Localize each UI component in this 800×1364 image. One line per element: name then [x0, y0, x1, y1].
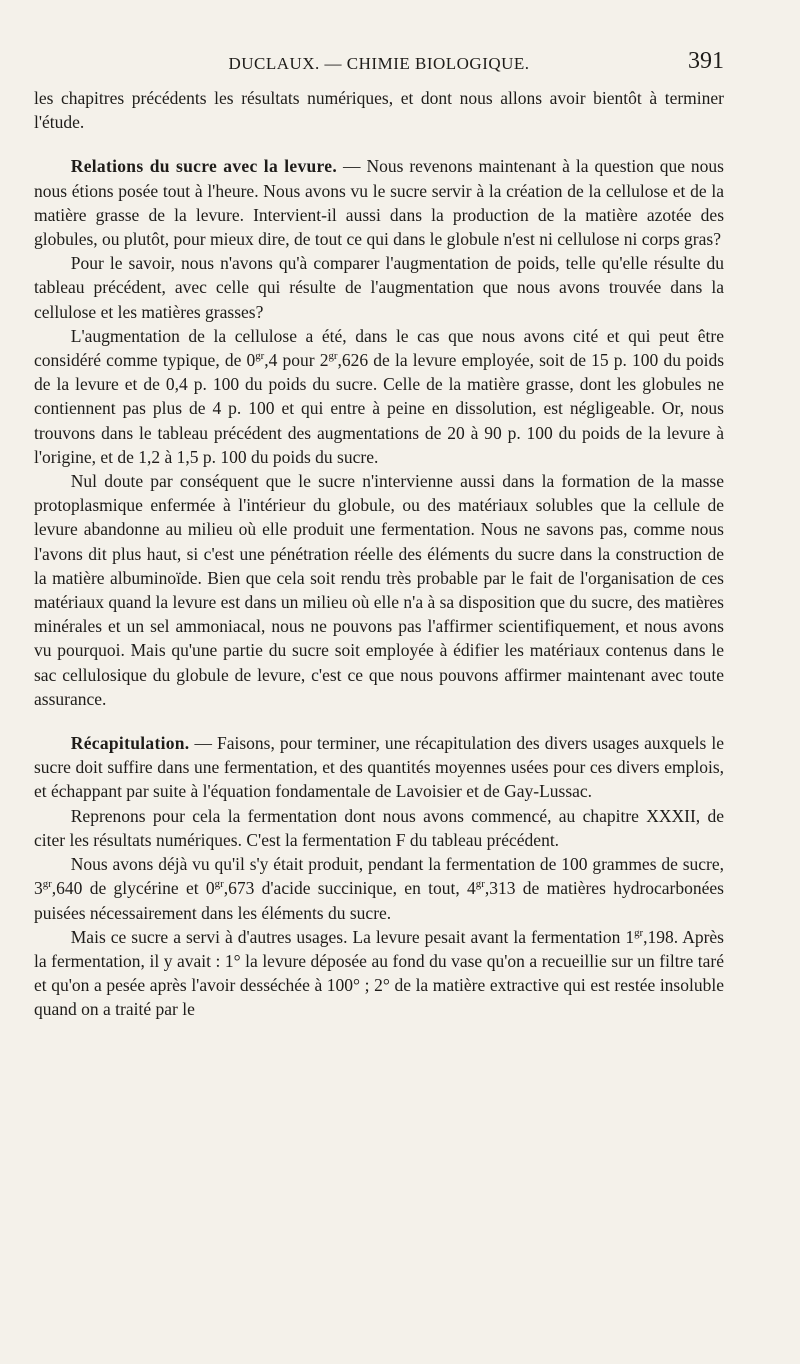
- page-number: 391: [688, 48, 724, 74]
- paragraph-yeast-weight: Mais ce sucre a servi à d'autres usages. La levure pesait avant la fermentation $1^{gr},198$. Après la fermentation, il y avait : 1° la levure déposée au fond du vase qu'on a recueillie sur un filtre taré et qu'on a pesée après l'avoir desséchée à 100° ; 2° de la matière extractive qui est restée insoluble quand on a traité par le: [34, 926, 724, 1020]
- section-heading-recapitulation: Récapitulation.: [70, 733, 190, 754]
- paragraph-comparison: Pour le savoir, nous n'avons qu'à comparer l'augmentation de poids, telle qu'elle résulte du tableau précédent, avec celle qui résulte de l'augmentation que nous avons trouvée dans la cellulose et les matières grasses?: [34, 253, 724, 322]
- body-text: [34, 86, 724, 1022]
- paragraph-continuation: les chapitres précédents les résultats numériques, et dont nous allons avoir bientôt à terminer l'étude.: [34, 88, 724, 133]
- running-header: [34, 46, 724, 86]
- book-page: [34, 46, 724, 1022]
- section-heading-relations: Relations du sucre avec la levure.: [70, 156, 338, 177]
- paragraph-cellulose: L'augmentation de la cellulose a été, dans le cas que nous avons cité et qui peut être considéré comme typique, de $0^{gr},4$ pour $2^{gr},626$ de la levure employée, soit de 15 p. 100 du poids de la levure et de 0,4 p. 100 du poids du sucre. Celle de la matière grasse, dont les globules ne contiennent pas plus de 4 p. 100 et qui entre à peine en dissolution, est négligeable. Or, nous trouvons dans le tableau précédent des augmentations de 20 à 90 p. 100 du poids de la levure à l'origine, et de 1,2 à 1,5 p. 100 du poids du sucre.: [34, 325, 724, 467]
- paragraph-fermentation-f: Reprenons pour cela la fermentation dont nous avons commencé, au chapitre XXXII, de citer les résultats numériques. C'est la fermentation F du tableau précédent.: [34, 805, 724, 850]
- paragraph-glycerine: Nous avons déjà vu qu'il s'y était produit, pendant la fermentation de 100 grammes de sucre, $3^{gr},640$ de glycérine et $0^{gr},673$ d'acide succinique, en tout, $4^{gr},313$ de matières hydrocarbonées puisées nécessairement dans les éléments du sucre.: [34, 854, 724, 923]
- paragraph-recapitulation-heading: Récapitulation. — Faisons, pour terminer, une récapitulation des divers usages auxquels le sucre doit suffire dans une fermentation, et des quantités moyennes usées pour ces divers emplois, et échappant par suite à l'équation fondamentale de Lavoisier et de Gay-Lussac.: [34, 733, 724, 802]
- running-title: DUCLAUX. — CHIMIE BIOLOGIQUE.: [228, 54, 530, 73]
- paragraph-protoplasm: Nul doute par conséquent que le sucre n'intervienne aussi dans la formation de la masse protoplasmique enfermée à l'intérieur du globule, ou des matériaux solubles que la cellule de levure abandonne au milieu où elle produit une fermentation. Nous ne savons pas, comme nous l'avons dit plus haut, si c'est une pénétration réelle des éléments du sucre dans la construction de la matière albuminoïde. Bien que cela soit rendu très probable par le fait de l'organisation de ces matériaux quand la levure est dans un milieu où elle n'a à sa disposition que du sucre, des matières minérales et un sel ammoniacal, nous ne pouvons pas l'affirmer scientifiquement, et nous avons vu pourquoi. Mais qu'une partie du sucre soit employée à édifier les matériaux contenus dans le sac cellulosique du globule de levure, c'est ce que nous pouvons affirmer maintenant avec toute assurance.: [34, 471, 724, 709]
- paragraph-relations-heading: Relations du sucre avec la levure. — Nous revenons maintenant à la question que nous nous étions posée tout à l'heure. Nous avons vu le sucre servir à la création de la cellulose et de la matière grasse de la levure. Intervient-il aussi dans la production de la matière azotée des globules, ou plutôt, pour mieux dire, de tout ce qui dans le globule n'est ni cellulose ni corps gras?: [34, 156, 724, 250]
